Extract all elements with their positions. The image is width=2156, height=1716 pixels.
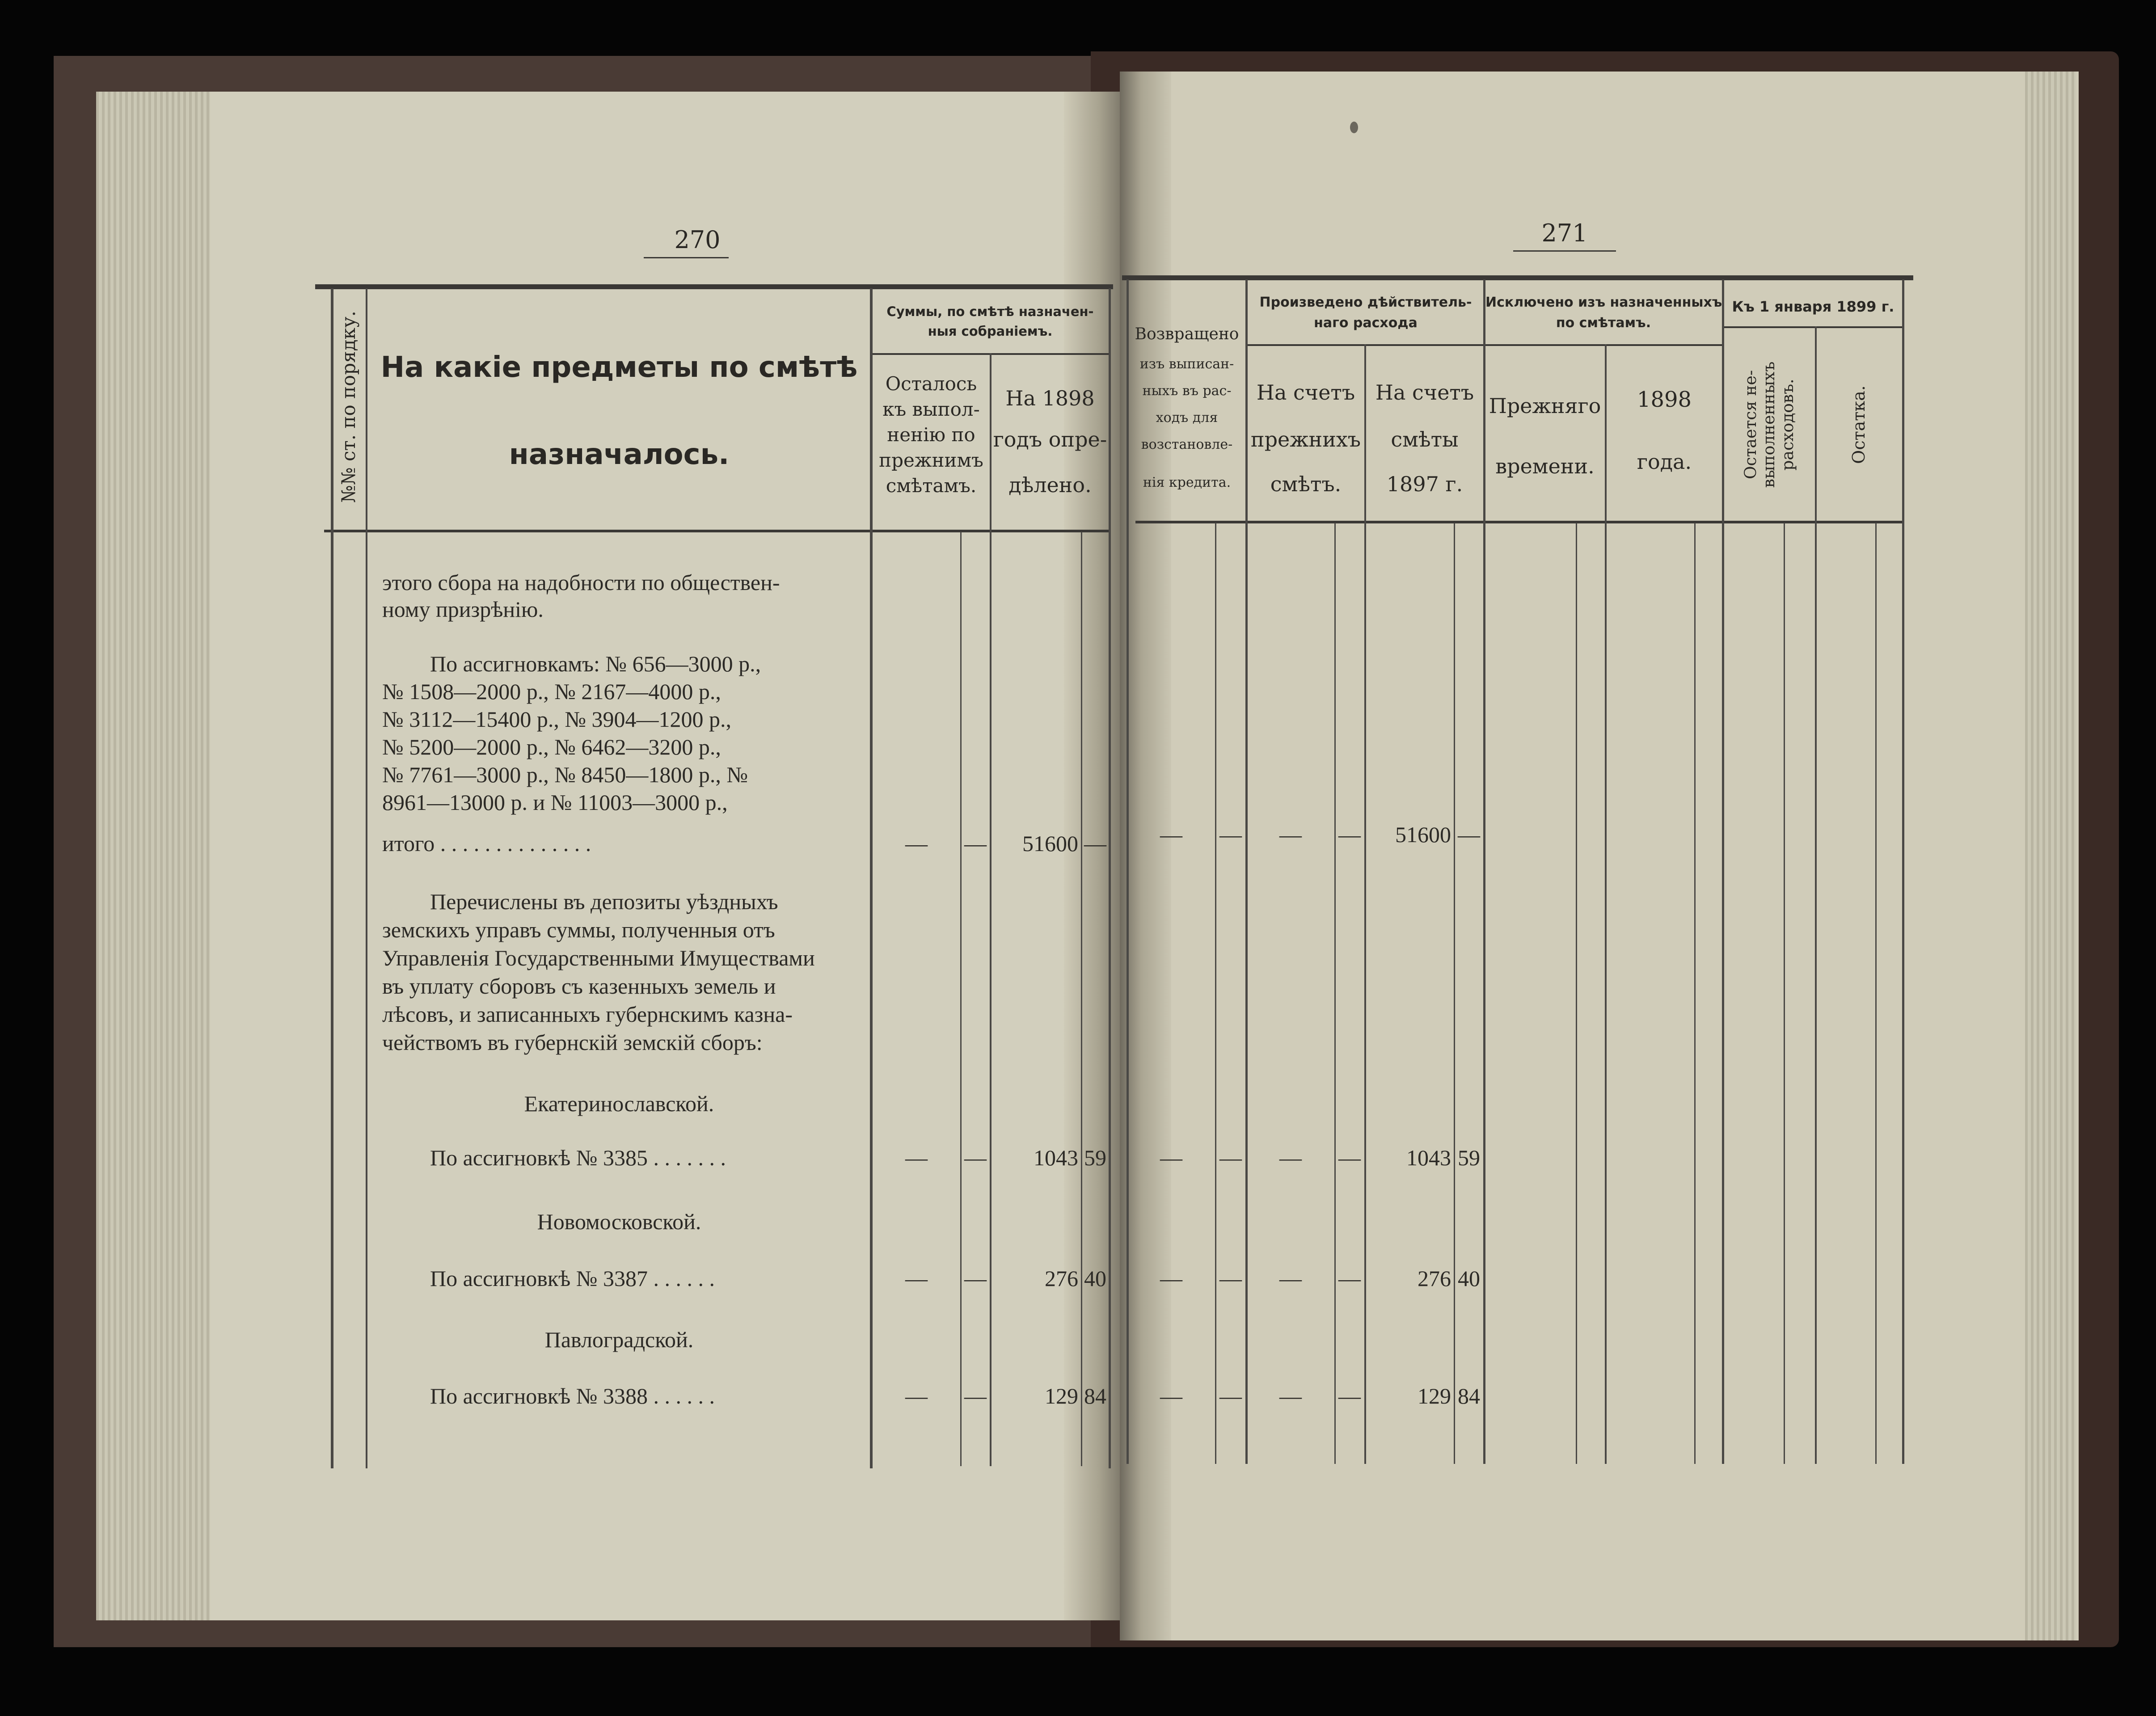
right-page-number: 271: [1541, 219, 1588, 247]
estimate-1897-col-header-2: 1897 г.: [1386, 472, 1463, 496]
amount-rubles: 1043: [1034, 1145, 1078, 1170]
remaining-col-header-4: смѣтамъ.: [886, 475, 977, 497]
text-line: земскихъ управъ суммы, полученныя отъ: [382, 917, 775, 942]
right-kop-rule: [1875, 523, 1877, 1464]
district-heading: Новомосковской.: [537, 1209, 701, 1234]
right-excluded-group-rule: [1484, 344, 1723, 346]
returned-col-header-2: ныхъ въ рас-: [1142, 383, 1232, 399]
right-col-rule: [1605, 344, 1607, 1464]
dash: —: [1279, 1266, 1302, 1291]
text-line: лѣсовъ, и записанныхъ губернскимъ казна-: [382, 1002, 793, 1027]
text-line: По ассигновкѣ № 3388 . . . . . .: [430, 1383, 715, 1408]
amount-rubles: 276: [1418, 1266, 1451, 1291]
dash: —: [1338, 822, 1361, 847]
produced-group-header-line2: наго расхода: [1314, 315, 1418, 331]
amount-rubles: 276: [1045, 1266, 1078, 1291]
text-line: По ассигновкѣ № 3387 . . . . . .: [430, 1266, 715, 1291]
district-heading: Екатеринославской.: [524, 1091, 714, 1116]
excluded-group-header-line2: по смѣтамъ.: [1556, 315, 1651, 331]
left-top-rule: [315, 284, 1113, 289]
text-line: Перечислены въ депозиты уѣздныхъ: [430, 889, 778, 914]
remaining-col-header-2: ненію по: [887, 424, 975, 446]
amount-kopecks: 84: [1458, 1383, 1480, 1408]
amount-kopecks: 40: [1458, 1266, 1480, 1291]
dash: —: [964, 831, 987, 856]
estimate-1897-col-header-1: смѣты: [1391, 427, 1459, 451]
remaining-col-header-0: Осталось: [885, 373, 977, 395]
amount-rubles: 51600: [1395, 822, 1451, 847]
amount-kopecks: —: [1084, 831, 1106, 856]
amount-rubles: 129: [1418, 1383, 1451, 1408]
sums-group-header-line2: ныя собраніемъ.: [928, 324, 1053, 339]
right-col-rule: [1722, 279, 1724, 1464]
text-line: въ уплату сборовъ съ казенныхъ земель и: [382, 974, 776, 999]
dash: —: [964, 1266, 987, 1291]
text-line: Управленія Государственными Имуществами: [382, 945, 815, 970]
dash: —: [1160, 1145, 1182, 1170]
unfulfilled-col-header: Остается не-выполненныхъ расходовъ.: [1741, 361, 1797, 488]
produced-group-header-line1: Произведено дѣйствитель-: [1259, 295, 1472, 310]
dash: —: [1279, 822, 1302, 847]
text-line: № 5200—2000 р., № 6462—3200 р.,: [382, 734, 721, 759]
text-line: этого сбора на надобности по обществен-: [382, 570, 780, 595]
right-kop-rule: [1215, 523, 1216, 1464]
right-col-rule: [1815, 326, 1817, 1464]
dash: —: [1219, 1145, 1242, 1170]
year-1898-excl-col-header-0: 1898: [1637, 387, 1692, 412]
right-col-rule: [1245, 279, 1248, 1464]
prev-estimates-col-header-1: прежнихъ: [1250, 427, 1361, 451]
right-col-rule: [1902, 279, 1904, 1464]
dash: —: [1338, 1145, 1361, 1170]
returned-col-header-3: ходъ для: [1156, 410, 1218, 426]
returned-col-header-1: изъ выписан-: [1139, 356, 1234, 372]
number-column-header: №№ ст. по порядку.: [338, 311, 359, 503]
year-1898-excl-col-header-1: года.: [1637, 450, 1692, 474]
left-right-edge-rule: [1109, 288, 1111, 1468]
returned-col-header-0: Возвращено: [1135, 325, 1239, 343]
excluded-group-header-line1: Исключено изъ назначенныхъ: [1485, 295, 1722, 310]
text-line: № 3112—15400 р., № 3904—1200 р.,: [382, 707, 732, 732]
prev-estimates-col-header-2: смѣтъ.: [1270, 472, 1342, 496]
dash: —: [1219, 1266, 1242, 1291]
text-line: По ассигновкамъ: № 656—3000 р.,: [430, 651, 761, 676]
dash: —: [1338, 1266, 1361, 1291]
dash: —: [1160, 1383, 1182, 1408]
text-line: По ассигновкѣ № 3385 . . . . . . .: [430, 1145, 726, 1170]
amount-rubles: 1043: [1406, 1145, 1451, 1170]
remaining-col-header-3: прежнимъ: [879, 449, 983, 471]
dash: —: [964, 1145, 987, 1170]
subject-column-header-line2: назначалось.: [509, 438, 730, 471]
dash: —: [905, 1145, 928, 1170]
right-kop-rule: [1334, 523, 1336, 1464]
left-remaining-kop-rule: [960, 532, 962, 1466]
left-remaining-col-rule: [990, 353, 992, 1466]
right-kop-rule: [1694, 523, 1696, 1464]
dash: —: [905, 831, 928, 856]
amount-rubles: 51600: [1022, 831, 1078, 856]
amount-kopecks: 59: [1458, 1145, 1480, 1170]
text-line: 8961—13000 р. и № 11003—3000 р.,: [382, 790, 728, 815]
dash: —: [905, 1266, 928, 1291]
dash: —: [1219, 1383, 1242, 1408]
right-kop-rule: [1454, 523, 1455, 1464]
right-kop-rule: [1576, 523, 1577, 1464]
prev-estimates-col-header-0: На счетъ: [1256, 380, 1355, 405]
amount-kopecks: —: [1458, 822, 1480, 847]
page-punch-mark: [1350, 122, 1358, 133]
returned-col-header-4: возстановле-: [1141, 437, 1233, 452]
sums-group-header-line1: Суммы, по смѣтѣ назначен-: [886, 304, 1094, 319]
dash: —: [1160, 1266, 1182, 1291]
returned-col-header-5: нія кредита.: [1143, 475, 1231, 490]
amount-kopecks: 84: [1084, 1383, 1106, 1408]
amount-kopecks: 59: [1084, 1145, 1106, 1170]
left-page-number: 270: [674, 226, 721, 254]
year-1898-col-header-0: На 1898: [1005, 386, 1095, 410]
prev-time-col-header-0: Прежняго: [1489, 394, 1601, 418]
text-line: чействомъ въ губернскій земскій сборъ:: [382, 1030, 763, 1055]
right-col-rule: [1364, 344, 1366, 1464]
balance-col-header: Остатка.: [1849, 385, 1869, 464]
right-top-rule: [1122, 275, 1913, 280]
text-line: № 7761—3000 р., № 8450—1800 р., №: [382, 762, 748, 787]
page-number-rule: [644, 257, 729, 258]
text-line: № 1508—2000 р., № 2167—4000 р.,: [382, 679, 721, 704]
text-line: ному призрѣнію.: [382, 597, 544, 622]
jan-1899-group-header: Къ 1 января 1899 г.: [1732, 298, 1894, 315]
dash: —: [1160, 822, 1182, 847]
dash: —: [1279, 1145, 1302, 1170]
amount-kopecks: 40: [1084, 1266, 1106, 1291]
year-1898-col-header-1: годъ опре-: [993, 427, 1107, 451]
right-page-edges: [2025, 72, 2076, 1640]
dash: —: [964, 1383, 987, 1408]
page-number-rule: [1513, 250, 1616, 252]
dash: —: [1338, 1383, 1361, 1408]
right-header-bottom-rule: [1135, 521, 1902, 523]
district-heading: Павлоградской.: [544, 1327, 694, 1352]
dash: —: [1279, 1383, 1302, 1408]
right-jan-group-rule: [1723, 326, 1902, 328]
amount-rubles: 129: [1045, 1383, 1078, 1408]
dash: —: [1219, 822, 1242, 847]
right-kop-rule: [1784, 523, 1785, 1464]
estimate-1897-col-header-0: На счетъ: [1375, 380, 1474, 405]
remaining-col-header-1: къ выпол-: [882, 398, 980, 420]
dash: —: [905, 1383, 928, 1408]
prev-time-col-header-1: времени.: [1495, 454, 1595, 478]
left-outer-rule: [331, 288, 333, 1468]
left-page-edges: [96, 92, 226, 1620]
year-1898-col-header-2: дѣлено.: [1008, 473, 1092, 497]
subject-column-header-line1: На какіе предметы по смѣтѣ: [380, 351, 858, 384]
text-line: итого . . . . . . . . . . . . . .: [382, 831, 591, 856]
left-1898-kop-rule: [1081, 532, 1082, 1466]
left-number-col-rule: [366, 288, 367, 1468]
